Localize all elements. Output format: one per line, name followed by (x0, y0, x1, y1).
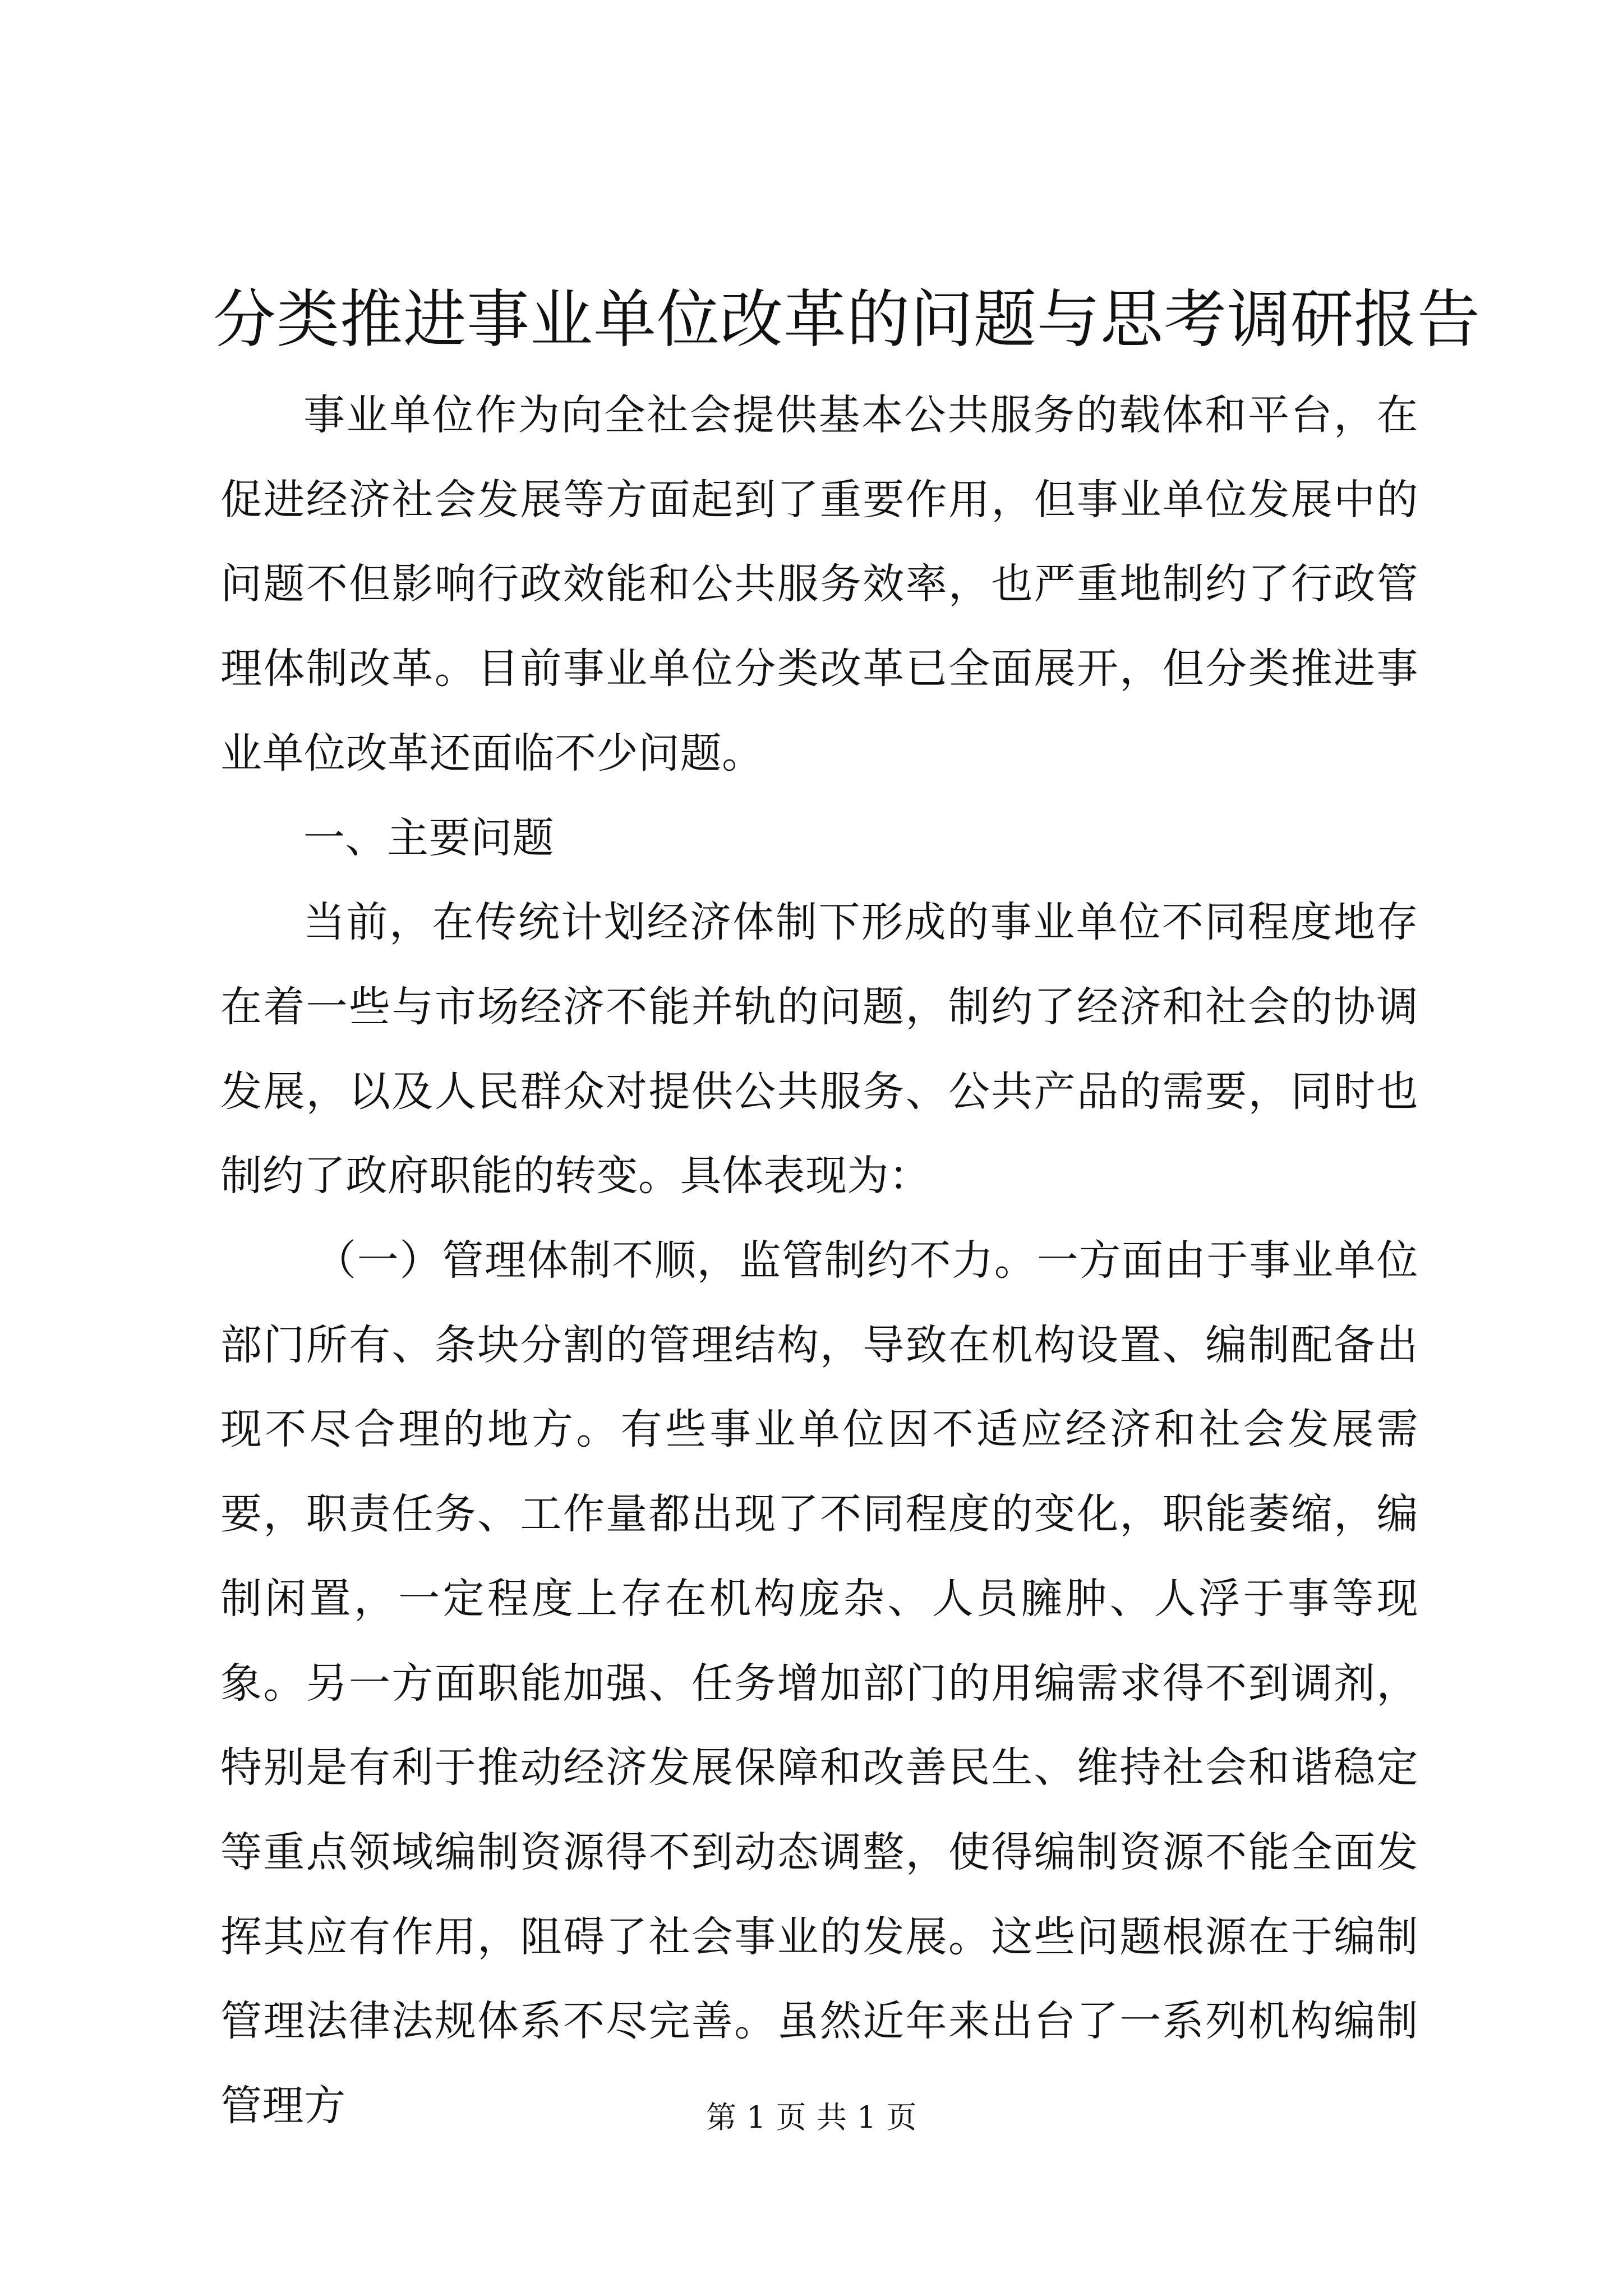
body-paragraph: 当前，在传统计划经济体制下形成的事业单位不同程度地存在着一些与市场经济不能并轨的问题，制约了经济和社会的协调发展，以及人民群众对提供公共服务、公共产品的需要，同时也制约了政府职能的转变。具体表现为： (220, 898, 1418, 1200)
intro-paragraph: 事业单位作为向全社会提供基本公共服务的载体和平台，在促进经济社会发展等方面起到了重要作用，但事业单位发展中的问题不但影响行政效能和公共服务效率，也严重地制约了行政管理体制改革。目前事业单位分类改革已全面展开，但分类推进事业单位改革还面临不少问题。 (220, 391, 1418, 777)
section-heading: 一、主要问题 (303, 813, 554, 862)
page-footer: 第 1 页 共 1 页 (706, 2100, 917, 2135)
document-body (220, 373, 1418, 2148)
subsection-paragraph: （一）管理体制不顺，监管制约不力。一方面由于事业单位部门所有、条块分割的管理结构，导致在机构设置、编制配备出现不尽合理的地方。有些事业单位因不适应经济和社会发展需要，职责任务、工作量都出现了不同程度的变化，职能萎缩，编制闲置，一定程度上存在机构庞杂、人员臃肿、人浮于事等现象。另一方面职能加强、任务增加部门的用编需求得不到调剂，特别是有利于推动经济发展保障和改善民生、维持社会和谐稳定等重点领域编制资源得不到动态调整，使得编制资源不能全面发挥其应有作用，阻碍了社会事业的发展。这些问题根源在于编制管理法律法规体系不尽完善。虽然近年来出台了一系列机构编制管理方 (220, 1236, 1418, 2131)
document-title: 分类推进事业单位改革的问题与思考调研报告 (213, 283, 1481, 356)
